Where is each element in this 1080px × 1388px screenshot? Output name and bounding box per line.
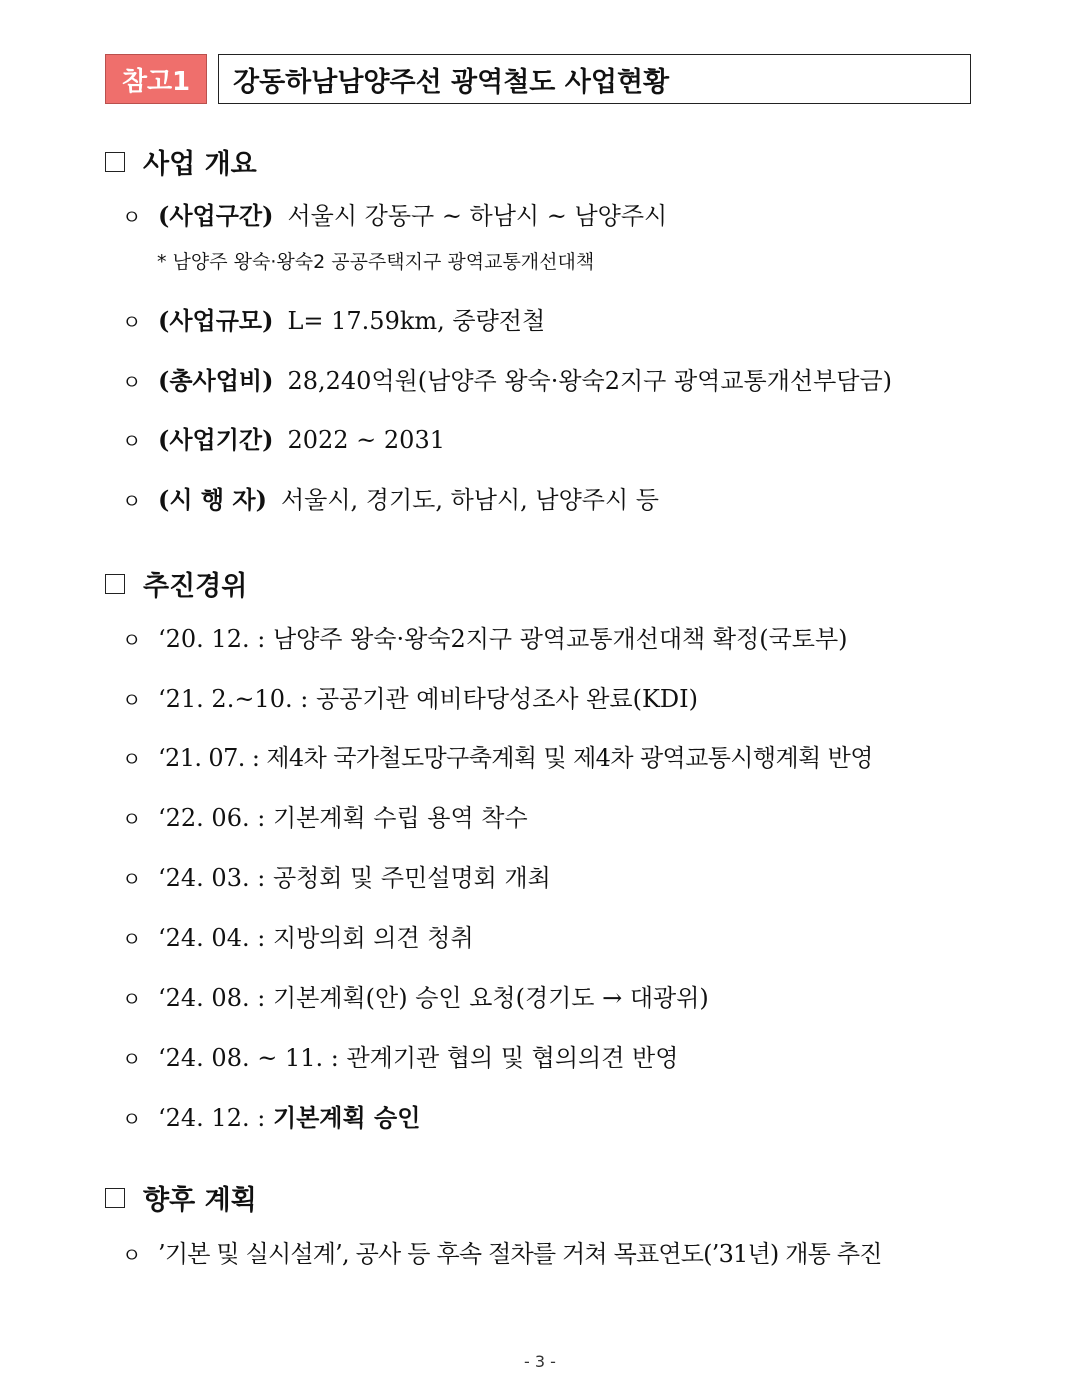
bullet-icon: ㅇ — [122, 370, 142, 394]
bullet-icon: ㅇ — [122, 688, 142, 712]
list-item — [122, 738, 873, 773]
bullet-icon: ㅇ — [122, 310, 142, 334]
document-title: 강동하남남양주선 광역철도 사업현황 — [218, 54, 971, 104]
item-text: ‘24. 08. ~ 11. : 관계기관 협의 및 협의의견 반영 — [158, 1044, 679, 1072]
item-text: 2022 ~ 2031 — [287, 426, 445, 454]
item-text: ‘24. 08. : 기본계획(안) 승인 요청(경기도 → 대광위) — [158, 984, 709, 1012]
checkbox-square-icon — [105, 574, 125, 594]
list-item — [122, 196, 667, 231]
item-text: 서울시 강동구 ~ 하남시 ~ 남양주시 — [287, 202, 668, 230]
item-label: (사업기간) — [158, 425, 274, 454]
bullet-icon: ㅇ — [122, 1107, 142, 1131]
bullet-icon: ㅇ — [122, 867, 142, 891]
item-text-emphasis: 기본계획 승인 — [272, 1103, 421, 1132]
section-history — [105, 564, 247, 603]
list-item — [122, 1038, 678, 1073]
item-text: ‘21. 2.~10. : 공공기관 예비타당성조사 완료(KDI) — [158, 685, 698, 713]
page-number: - 3 - — [524, 1352, 556, 1371]
bullet-icon: ㅇ — [122, 1243, 142, 1267]
item-text: 서울시, 경기도, 하남시, 남양주시 등 — [280, 486, 659, 514]
footnote: * 남양주 왕숙·왕숙2 공공주택지구 광역교통개선대책 — [157, 251, 595, 273]
section-title: 사업 개요 — [143, 149, 257, 180]
bullet-icon: ㅇ — [122, 205, 142, 229]
list-item — [122, 978, 709, 1013]
item-text: 28,240억원(남양주 왕숙·왕숙2지구 광역교통개선부담금) — [287, 367, 892, 395]
list-item — [122, 301, 545, 336]
list-item — [122, 1098, 420, 1133]
bullet-icon: ㅇ — [122, 927, 142, 951]
list-item — [122, 918, 474, 953]
item-text: ’기본 및 실시설계’, 공사 등 후속 절차를 거쳐 목표연도(’31년) 개통 추진 — [158, 1240, 882, 1268]
reference-badge: 참고1 — [105, 54, 207, 104]
item-text: ‘24. 03. : 공청회 및 주민설명회 개최 — [158, 864, 551, 892]
bullet-icon: ㅇ — [122, 807, 142, 831]
checkbox-square-icon — [105, 1188, 125, 1208]
item-label: (총사업비) — [158, 366, 274, 395]
list-item — [122, 619, 848, 654]
checkbox-square-icon — [105, 152, 125, 172]
list-item — [122, 679, 698, 714]
bullet-icon: ㅇ — [122, 1047, 142, 1071]
title-row — [105, 54, 971, 104]
section-title: 향후 계획 — [143, 1185, 257, 1216]
item-text: ‘24. 04. : 지방의회 의견 청취 — [158, 924, 474, 952]
bullet-icon: ㅇ — [122, 628, 142, 652]
bullet-icon: ㅇ — [122, 747, 142, 771]
item-text-prefix: ‘24. 12. : — [158, 1104, 273, 1132]
item-text: ‘21. 07. : 제4차 국가철도망구축계획 및 제4차 광역교통시행계획 반영 — [158, 744, 873, 772]
section-overview — [105, 142, 257, 181]
bullet-icon: ㅇ — [122, 429, 142, 453]
list-item — [122, 858, 551, 893]
list-item — [122, 420, 445, 455]
item-text: ‘22. 06. : 기본계획 수립 용역 착수 — [158, 804, 528, 832]
list-item — [122, 1234, 882, 1269]
item-label: (시 행 자) — [158, 485, 267, 514]
bullet-icon: ㅇ — [122, 987, 142, 1011]
item-label: (사업구간) — [158, 201, 274, 230]
bullet-icon: ㅇ — [122, 489, 142, 513]
list-item — [122, 480, 659, 515]
list-item — [122, 798, 528, 833]
section-title: 추진경위 — [143, 571, 248, 602]
item-text: L= 17.59km, 중량전철 — [287, 307, 546, 335]
list-item — [122, 361, 892, 396]
item-label: (사업규모) — [158, 306, 274, 335]
item-text: ‘20. 12. : 남양주 왕숙·왕숙2지구 광역교통개선대책 확정(국토부) — [158, 625, 848, 653]
section-plan — [105, 1178, 257, 1217]
